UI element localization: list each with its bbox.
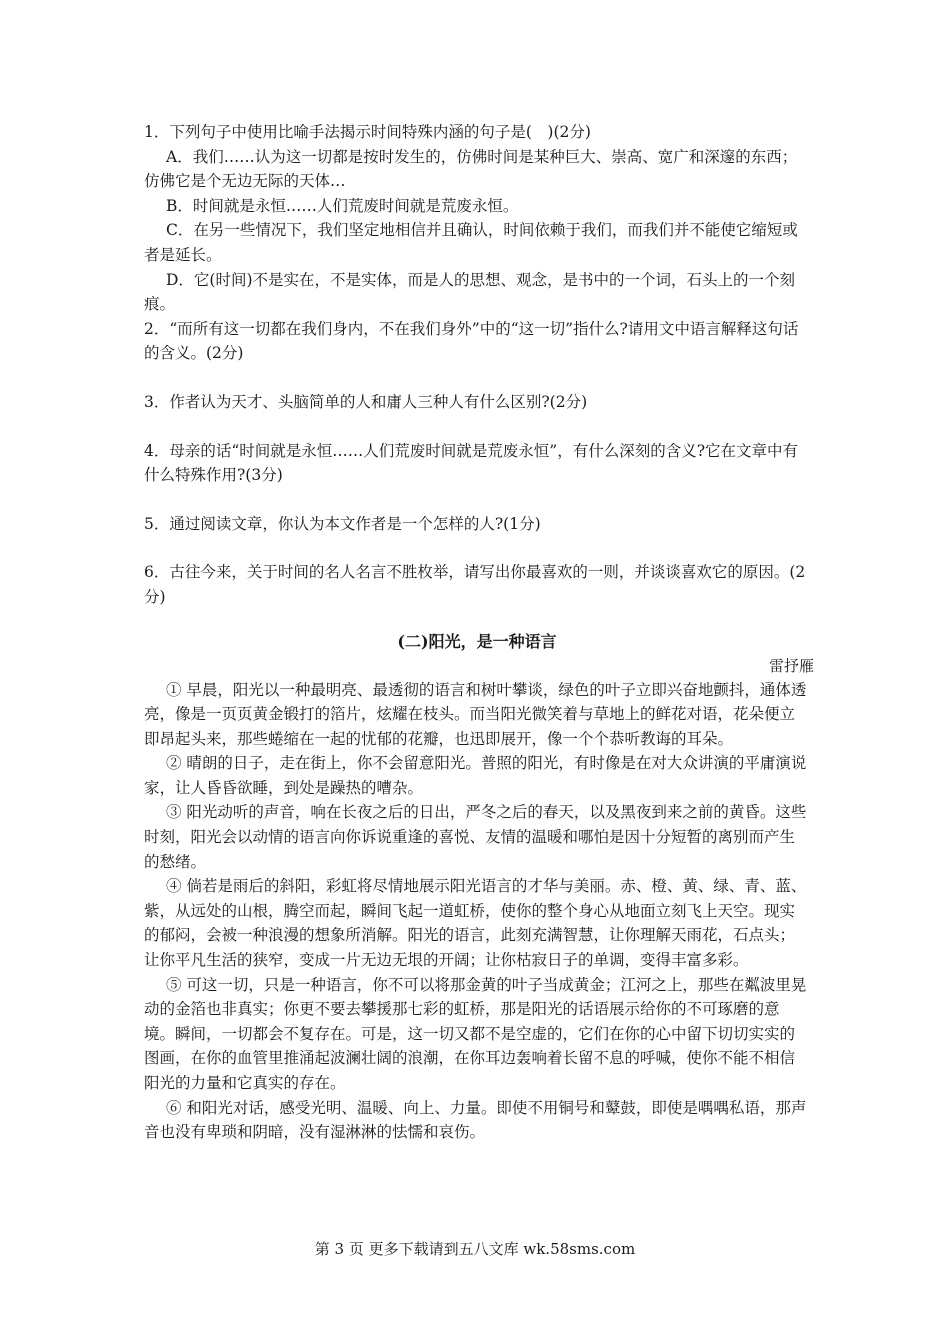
document-body <box>144 120 814 1145</box>
question-4: 4．母亲的话“时间就是永恒……人们荒废时间就是荒废永恒”，有什么深刻的含义?它在文章中有什么特殊作用?(3分) <box>144 441 799 485</box>
article-paragraph-3: ③ 阳光动听的声音，响在长夜之后的日出，严冬之后的春天，以及黑夜到来之前的黄昏。这些时刻，阳光会以动情的语言向你诉说重逢的喜悦、友情的温暖和哪怕是因十分短暂的离别而产生的愁绪。 <box>144 803 807 871</box>
question-6: 6．古往今来，关于时间的名人名言不胜枚举，请写出你最喜欢的一则，并谈谈喜欢它的原因。(2分) <box>144 563 806 606</box>
question-1-option-b: B．时间就是永恒……人们荒废时间就是荒废永恒。 <box>166 196 519 215</box>
answer-space <box>144 488 810 512</box>
article-paragraph-2: ② 晴朗的日子，走在街上，你不会留意阳光。普照的阳光，有时像是在对大众讲演的平庸演说家，让人昏昏欲睡，到处是躁热的嘈杂。 <box>144 754 807 797</box>
answer-space <box>144 366 810 390</box>
article-title: (二)阳光，是一种语言 <box>397 631 557 651</box>
question-5: 5．通过阅读文章，你认为本文作者是一个怎样的人?(1分) <box>144 514 541 533</box>
question-1-option-a: A．我们……认为这一切都是按时发生的，仿佛时间是某种巨大、崇高、宽广和深邃的东西；仿佛它是个无边无际的天体… <box>144 147 798 191</box>
article-paragraph-1: ① 早晨，阳光以一种最明亮、最透彻的语言和树叶攀谈，绿色的叶子立即兴奋地颤抖，通体透亮，像是一页页黄金锻打的箔片，炫耀在枝头。而当阳光微笑着与草地上的鲜花对语，花朵便立即昂起头来，那些蜷缩在一起的忧郁的花瓣，也迅即展开，像一个个恭听教诲的耳朵。 <box>144 680 807 748</box>
question-3: 3．作者认为天才、头脑简单的人和庸人三种人有什么区别?(2分) <box>144 392 588 411</box>
question-1-option-d: D．它(时间)不是实在，不是实体，而是人的思想、观念，是书中的一个词，石头上的一个刻痕。 <box>144 270 796 314</box>
article-paragraph-5: ⑤ 可这一切，只是一种语言，你不可以将那金黄的叶子当成黄金；江河之上，那些在粼波里晃动的金箔也非真实；你更不要去攀援那七彩的虹桥，那是阳光的话语展示给你的不可琢磨的意境。瞬间，一切都会不复存在。可是，这一切又都不是空虚的，它们在你的心中留下切切实实的图画，在你的血管里推涌起波澜壮阔的浪潮，在你耳边轰响着长留不息的呼喊，使你不能不相信阳光的力量和它真实的存在。 <box>144 975 807 1092</box>
answer-space <box>144 536 810 560</box>
question-1-stem: 1．下列句子中使用比喻手法揭示时间特殊内涵的句子是( )(2分) <box>144 123 591 141</box>
article-paragraph-4: ④ 倘若是雨后的斜阳，彩虹将尽情地展示阳光语言的才华与美丽。赤、橙、黄、绿、青、蓝、紫，从远处的山根，腾空而起，瞬间飞起一道虹桥，使你的整个身心从地面立刻飞上天空。现实的郁闷，会被一种浪漫的想象所消解。阳光的语言，此刻充满智慧，让你理解天雨花，石点头；让你平凡生活的狭窄，变成一片无边无垠的开阔；让你枯寂日子的单调，变得丰富多彩。 <box>144 877 807 970</box>
question-1-option-c: C．在另一些情况下，我们坚定地相信并且确认，时间依赖于我们，而我们并不能使它缩短或者是延长。 <box>144 221 798 264</box>
article-paragraph-6: ⑥ 和阳光对话，感受光明、温暖、向上、力量。即使不用铜号和鼙鼓，即使是喁喁私语，那声音也没有卑琐和阴暗，没有湿淋淋的怯懦和哀伤。 <box>144 1098 807 1142</box>
page-footer: 第 3 页 更多下载请到五八文库 wk.58sms.com <box>314 1240 636 1258</box>
question-2: 2．“而所有这一切都在我们身内，不在我们身外”中的“这一切”指什么?请用文中语言解释这句话的含义。(2分) <box>144 319 799 363</box>
article-author: 雷抒雁 <box>768 656 814 675</box>
answer-space <box>144 415 810 439</box>
